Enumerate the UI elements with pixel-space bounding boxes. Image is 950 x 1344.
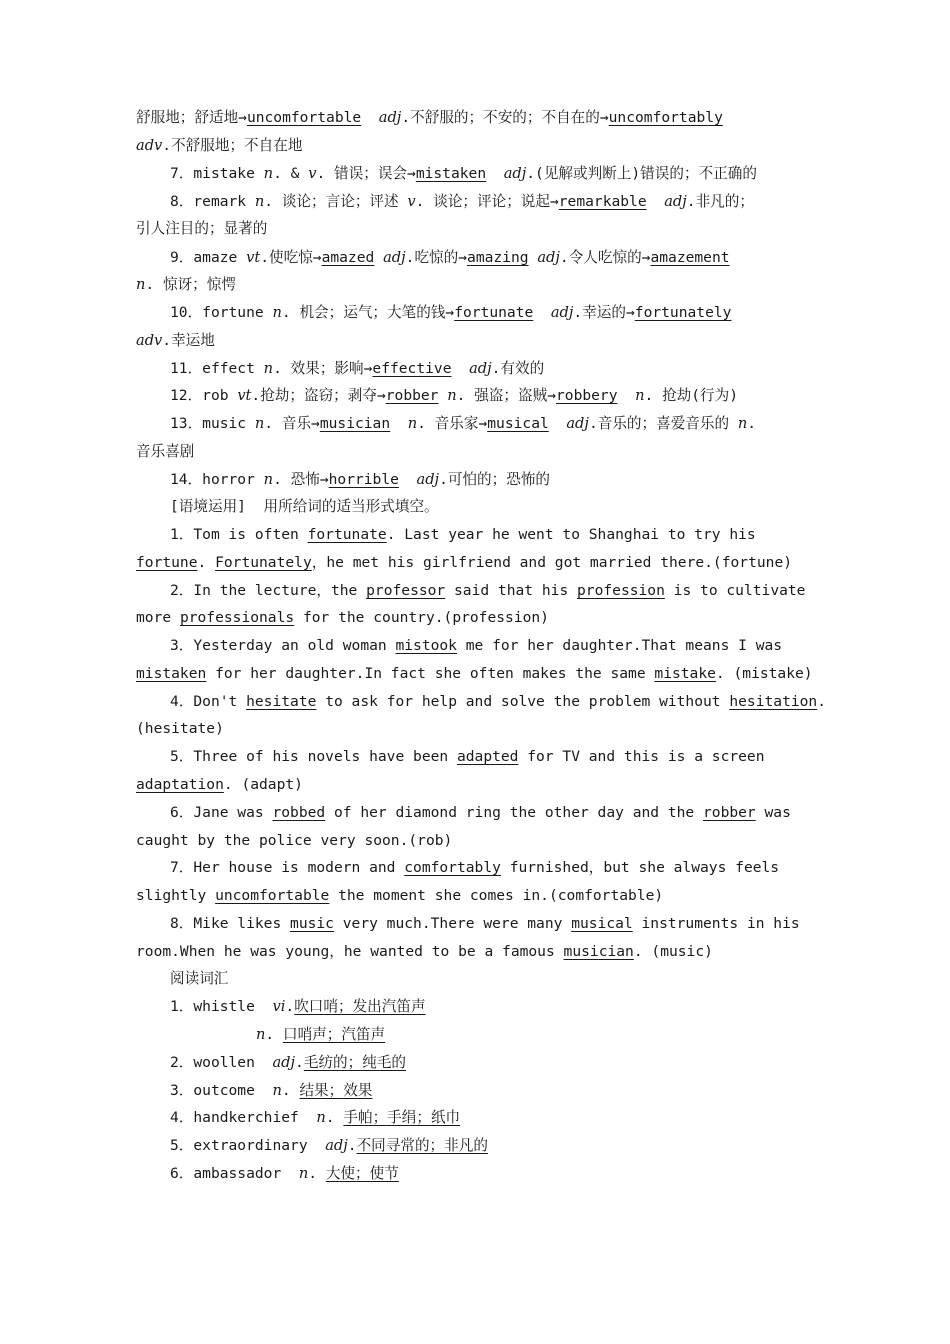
text-segment: . 恐怖→ <box>273 471 329 488</box>
text-line <box>136 831 452 851</box>
text-line <box>136 553 792 573</box>
answer-text: musician <box>563 943 634 960</box>
answer-text: remarkable <box>558 193 647 210</box>
text-segment: .使吃惊→ <box>260 249 322 266</box>
text-line <box>170 192 754 212</box>
text-segment: 3．Yesterday an old woman <box>170 637 396 654</box>
answer-text: mistaken <box>415 165 487 182</box>
text-segment <box>438 387 447 404</box>
text-segment: 6．ambassador <box>170 1165 299 1182</box>
part-of-speech: adj <box>550 304 574 321</box>
text-line <box>170 914 800 934</box>
text-segment: . 强盗；盗贼→ <box>456 387 556 404</box>
text-line <box>170 248 730 268</box>
part-of-speech: n <box>447 387 457 404</box>
part-of-speech: n <box>272 1082 282 1099</box>
text-line <box>170 1136 488 1156</box>
text-line <box>170 470 550 490</box>
text-segment: .不舒服地；不自在地 <box>162 137 303 154</box>
text-segment: .音乐的；喜爱音乐的 <box>588 415 738 432</box>
part-of-speech: v <box>407 193 416 210</box>
answer-text: robbery <box>556 387 618 404</box>
text-segment: room.When he was young，he wanted to be a famous <box>136 943 564 960</box>
text-line <box>170 1164 399 1184</box>
part-of-speech: n <box>263 360 274 377</box>
part-of-speech: adj <box>566 415 589 432</box>
text-segment: .可怕的；恐怖的 <box>439 471 551 488</box>
answer-text: 口哨声；汽笛声 <box>282 1026 386 1043</box>
text-segment <box>533 304 551 321</box>
text-segment: . <box>285 998 295 1015</box>
text-segment: 音乐喜剧 <box>136 443 195 460</box>
text-segment: . 错误；误会→ <box>316 165 416 182</box>
text-segment: caught by the police very soon.(rob) <box>136 832 453 849</box>
answer-text: adaptation <box>136 776 224 793</box>
text-line <box>170 303 731 323</box>
text-line <box>170 525 756 545</box>
text-segment: .吃惊的→ <box>405 249 468 266</box>
text-segment: .不舒服的；不安的；不自在的→ <box>401 109 609 126</box>
answer-text: music <box>290 915 334 932</box>
part-of-speech: n <box>316 1109 326 1126</box>
text-segment: 3．outcome <box>170 1082 273 1099</box>
text-segment: for her daughter.In fact she often makes the same <box>206 665 655 682</box>
text-segment <box>451 360 469 377</box>
text-segment: . <box>817 693 827 710</box>
text-segment: more <box>136 609 180 626</box>
text-segment: . 惊讶；惊愕 <box>145 276 236 293</box>
text-segment: for the country.(profession) <box>294 609 549 626</box>
answer-text: 大使；使节 <box>325 1165 399 1182</box>
part-of-speech: adv <box>136 137 163 154</box>
part-of-speech: adj <box>664 193 687 210</box>
text-segment: .有效的 <box>491 360 545 377</box>
text-line <box>136 442 194 462</box>
text-segment: . & <box>273 165 309 182</box>
part-of-speech: vi <box>272 998 286 1015</box>
answer-text: adapted <box>456 748 519 765</box>
text-segment: 7．Her house is modern and <box>170 859 405 876</box>
text-segment: 阅读词汇 <box>170 970 229 987</box>
answer-text: 吹口哨；发出汽笛声 <box>294 998 426 1015</box>
answer-text: robber <box>385 387 439 404</box>
text-line <box>136 331 215 351</box>
text-segment <box>647 193 665 210</box>
answer-text: amazement <box>650 249 730 266</box>
text-segment: . <box>265 1026 283 1043</box>
text-line <box>170 969 228 989</box>
text-segment: . (adapt) <box>223 776 303 793</box>
text-line <box>136 719 224 739</box>
text-segment: 引人注目的；显著的 <box>136 220 268 237</box>
text-segment: slightly <box>136 887 216 904</box>
part-of-speech: adj <box>378 109 402 126</box>
part-of-speech: n <box>272 304 282 321</box>
answer-text: amazed <box>321 249 375 266</box>
answer-text: 毛纺的；纯毛的 <box>303 1054 407 1071</box>
text-segment: . <box>281 1082 300 1099</box>
part-of-speech: adv <box>136 332 163 349</box>
text-segment: 11．effect <box>170 360 264 377</box>
answer-text: effective <box>372 360 452 377</box>
text-segment <box>374 249 383 266</box>
text-segment: 4．handkerchief <box>170 1109 317 1126</box>
text-segment: .令人吃惊的→ <box>559 249 651 266</box>
text-line <box>170 747 765 767</box>
text-segment: 6．Jane was <box>170 804 273 821</box>
text-segment: . <box>295 1054 304 1071</box>
text-segment: 8．remark <box>170 193 255 210</box>
text-line <box>170 414 756 434</box>
part-of-speech: n <box>256 1026 266 1043</box>
part-of-speech: adj <box>416 471 440 488</box>
text-line <box>170 1053 406 1073</box>
answer-text: 不同寻常的；非凡的 <box>356 1137 488 1154</box>
answer-text: hesitation <box>729 693 818 710</box>
answer-text: Fortunately <box>215 554 312 571</box>
text-segment: 4．Don't <box>170 693 247 710</box>
text-segment: 14．horror <box>170 471 264 488</box>
answer-text: professor <box>366 582 446 599</box>
answer-text: profession <box>577 582 665 599</box>
part-of-speech: n <box>298 1165 309 1182</box>
text-segment: [语境运用] 用所给词的适当形式填空。 <box>170 498 439 515</box>
text-segment: 12．rob <box>170 387 238 404</box>
answer-text: hesitate <box>246 693 317 710</box>
part-of-speech: vt <box>237 387 252 404</box>
text-segment: 5．Three of his novels have been <box>170 748 457 765</box>
text-segment: . (mistake) <box>715 665 813 682</box>
text-segment: 1．whistle <box>170 998 273 1015</box>
part-of-speech: v <box>308 165 317 182</box>
answer-text: horrible <box>328 471 399 488</box>
part-of-speech: adj <box>325 1137 348 1154</box>
text-line <box>136 886 663 906</box>
text-segment: furnished，but she always feels <box>500 859 780 876</box>
text-segment: 10．fortune <box>170 304 273 321</box>
text-segment <box>618 387 636 404</box>
text-line <box>170 581 805 601</box>
text-segment: to ask for help and solve the problem without <box>316 693 730 710</box>
text-segment: . <box>347 1137 357 1154</box>
answer-text: robber <box>703 804 756 821</box>
text-segment <box>549 415 567 432</box>
text-segment: very much.There were many <box>333 915 572 932</box>
answer-text: uncomfortably <box>608 109 723 126</box>
text-segment: . Last year he went to Shanghai to try his <box>386 526 756 543</box>
part-of-speech: n <box>136 276 146 293</box>
text-segment: . <box>325 1109 344 1126</box>
text-segment: said that his <box>445 582 578 599</box>
part-of-speech: n <box>254 415 265 432</box>
text-segment: 1．Tom is often <box>170 526 308 543</box>
answer-text: musical <box>571 915 633 932</box>
text-segment: is to cultivate <box>664 582 806 599</box>
text-segment: instruments in his <box>632 915 800 932</box>
text-segment: 9．amaze <box>170 249 247 266</box>
answer-text: comfortably <box>404 859 501 876</box>
answer-text: 手帕；手绢；纸巾 <box>343 1109 461 1126</box>
text-segment: . (music) <box>633 943 713 960</box>
text-segment: . 抢劫(行为) <box>644 387 739 404</box>
answer-text: fortunately <box>634 304 732 321</box>
text-line <box>136 775 303 795</box>
text-line <box>136 136 302 156</box>
text-line <box>170 997 426 1017</box>
text-segment: .(见解或判断上)错误的；不正确的 <box>526 165 757 182</box>
text-segment: of her diamond ring the other day and the <box>325 804 703 821</box>
part-of-speech: vt <box>246 249 261 266</box>
answer-text: uncomfortable <box>246 109 362 126</box>
text-segment: ，he met his girlfriend and got married there.(fortune) <box>311 554 793 571</box>
text-line <box>170 497 439 517</box>
text-line <box>170 636 782 656</box>
answer-text: mistook <box>395 637 457 654</box>
text-segment <box>486 165 504 182</box>
text-line <box>136 275 236 295</box>
text-segment: 13．music <box>170 415 255 432</box>
text-segment: 2．In the lecture，the <box>170 582 367 599</box>
text-line <box>170 386 738 406</box>
answer-text: musical <box>487 415 549 432</box>
text-line <box>136 664 813 684</box>
answer-text: mistaken <box>136 665 207 682</box>
text-segment: (hesitate) <box>136 720 224 737</box>
text-line <box>170 803 791 823</box>
text-segment: .非凡的； <box>686 193 754 210</box>
answer-text: amazing <box>467 249 529 266</box>
text-segment: .幸运地 <box>162 332 215 349</box>
answer-text: professionals <box>179 609 295 626</box>
text-segment: the moment she comes in.(comfortable) <box>329 887 664 904</box>
answer-text: mistake <box>654 665 716 682</box>
answer-text: uncomfortable <box>215 887 330 904</box>
part-of-speech: n <box>263 471 274 488</box>
text-segment: 舒服地；舒适地→ <box>136 109 247 126</box>
text-line <box>170 164 757 184</box>
answer-text: robbed <box>272 804 326 821</box>
text-segment: 8．Mike likes <box>170 915 291 932</box>
text-segment: 5．extraordinary <box>170 1137 326 1154</box>
part-of-speech: adj <box>503 165 527 182</box>
part-of-speech: n <box>635 387 645 404</box>
part-of-speech: n <box>263 165 274 182</box>
part-of-speech: n <box>407 415 418 432</box>
text-segment: . 谈论；评论；说起→ <box>415 193 559 210</box>
text-line <box>170 692 826 712</box>
text-line <box>170 1108 460 1128</box>
answer-text: 结果；效果 <box>299 1082 373 1099</box>
text-segment: . 效果；影响→ <box>273 360 373 377</box>
text-line <box>170 359 544 379</box>
text-line <box>136 608 549 628</box>
answer-text: fortunate <box>307 526 387 543</box>
part-of-speech: n <box>254 193 265 210</box>
text-segment: 2．woollen <box>170 1054 273 1071</box>
text-segment: . <box>308 1165 326 1182</box>
text-segment: . 音乐家→ <box>417 415 488 432</box>
text-segment: for TV and this is a screen <box>518 748 765 765</box>
text-segment <box>399 471 417 488</box>
text-line <box>256 1025 385 1045</box>
text-segment: was <box>755 804 791 821</box>
part-of-speech: adj <box>537 249 560 266</box>
text-line <box>170 858 779 878</box>
text-segment: 7．mistake <box>170 165 264 182</box>
part-of-speech: adj <box>272 1054 296 1071</box>
text-segment: . <box>747 415 757 432</box>
answer-text: fortunate <box>454 304 534 321</box>
part-of-speech: adj <box>383 249 406 266</box>
text-segment: . 谈论；言论；评述 <box>264 193 408 210</box>
part-of-speech: n <box>737 415 748 432</box>
text-segment: .幸运的→ <box>573 304 635 321</box>
text-segment: . 音乐→ <box>264 415 320 432</box>
text-segment: . <box>197 554 216 571</box>
text-line <box>136 219 267 239</box>
text-segment: .抢劫；盗窃；剥夺→ <box>251 387 386 404</box>
text-line <box>136 108 723 128</box>
text-segment <box>361 109 379 126</box>
text-line <box>170 1081 372 1101</box>
text-segment: . 机会；运气；大笔的钱→ <box>281 304 455 321</box>
answer-text: fortune <box>136 554 198 571</box>
text-line <box>136 942 713 962</box>
answer-text: musician <box>319 415 391 432</box>
part-of-speech: adj <box>469 360 492 377</box>
text-segment: me for her daughter.That means I was <box>456 637 783 654</box>
text-segment <box>390 415 408 432</box>
